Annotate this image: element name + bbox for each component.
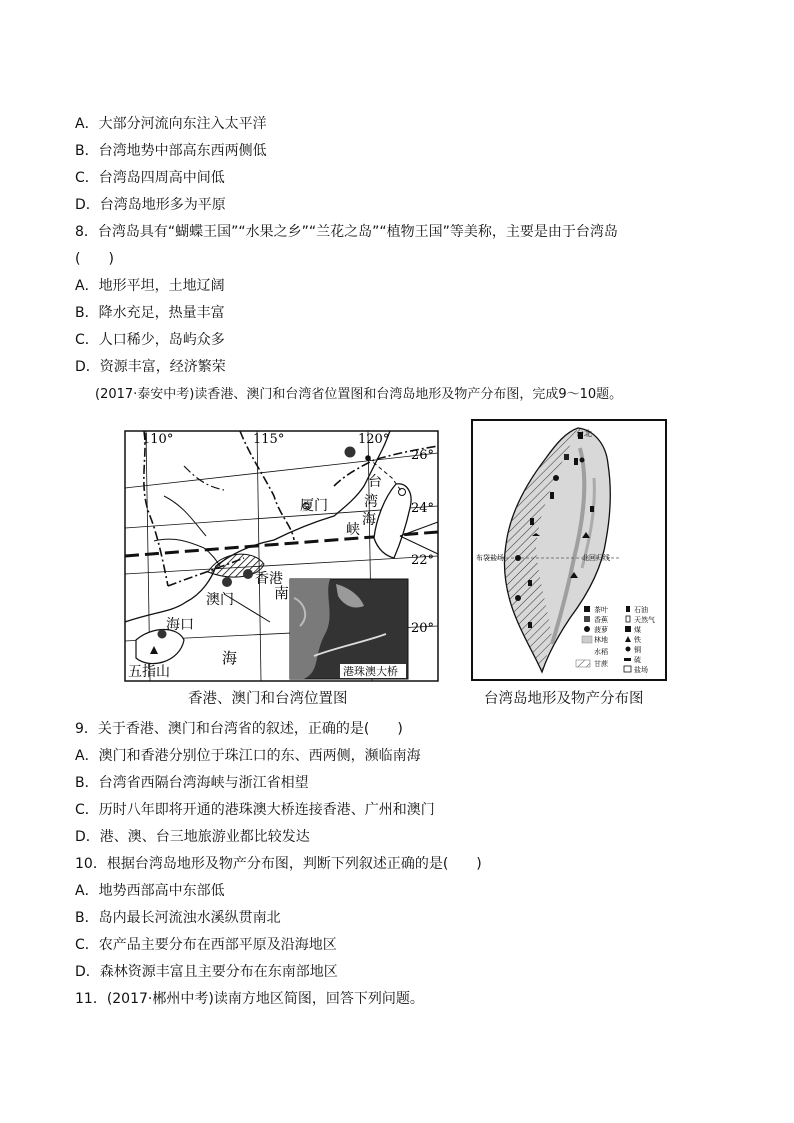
q9-stem: 9．关于香港、澳门和台湾省的叙述，正确的是( ) [75,721,403,737]
lat-26: 26° [411,448,435,463]
left-map-caption: 香港、澳门和台湾位置图 [188,691,348,707]
q10-option-d: D．森林资源丰富且主要分布在东南部地区 [75,964,338,980]
label-tropic-of-cancer: 北回归线 [582,554,610,562]
legend-rice: 水稻 [594,648,608,656]
legend-forest: 林地 [594,636,608,644]
label-wuzhishan: 五指山 [128,664,170,680]
q7-option-a: A．大部分河流向东注入太平洋 [75,116,267,132]
q9-option-d: D．港、澳、台三地旅游业都比较发达 [75,829,310,845]
label-south-china-sea-nan: 南 [274,584,290,602]
q9-option-a: A．澳门和香港分别位于珠江口的东、西两侧，濒临南海 [75,748,421,764]
q9-10-intro: (2017·泰安中考)读香港、澳门和台湾省位置图和台湾岛地形及物产分布图，完成9～10题。 [95,387,623,402]
lat-22: 22° [411,553,435,568]
label-strait-wan: 湾 [364,494,378,510]
q10-option-c: C．农产品主要分布在西部平原及沿海地区 [75,937,337,953]
q8-option-d: D．资源丰富，经济繁荣 [75,359,226,375]
lat-20: 20° [411,621,435,636]
q8-answer-blank: ( ) [75,251,114,267]
label-strait-tai: 台 [368,474,382,490]
hk-macau-taiwan-location-map [124,426,440,684]
q9-option-c: C．历时八年即将开通的港珠澳大桥连接香港、广州和澳门 [75,802,435,818]
legend-iron: 铁 [634,636,641,644]
label-taipei: 台北 [576,429,592,438]
legend-salt-field: 盐场 [634,666,648,674]
q8-option-a: A．地形平坦，土地辽阔 [75,278,225,294]
taiwan-terrain-products-map [470,418,668,682]
q7-option-b: B．台湾地势中部高东西两侧低 [75,143,267,159]
legend-sulfur: 硫 [634,656,641,664]
q11-intro: 11．(2017·郴州中考)读南方地区简图，回答下列问题。 [75,991,424,1007]
lon-115: 115° [253,432,285,447]
q10-option-a: A．地势西部高中东部低 [75,883,225,899]
legend-sugarcane: 甘蔗 [594,660,608,668]
lon-120: 120° [358,432,390,447]
lat-24: 24° [411,501,435,516]
q8-option-b: B．降水充足，热量丰富 [75,305,225,321]
q10-stem: 10．根据台湾岛地形及物产分布图，判断下列叙述正确的是( ) [75,856,482,872]
lon-110: 110° [142,432,174,447]
q9-option-b: B．台湾省西隔台湾海峡与浙江省相望 [75,775,309,791]
legend-copper: 铜 [634,646,641,654]
label-hongkong: 香港 [255,571,283,587]
inset-label-bridge: 港珠澳大桥 [343,665,398,678]
label-strait-hai: 海 [362,512,376,528]
label-budai-salt-field: 布袋盐场 [476,554,504,562]
q7-option-d: D．台湾岛地形多为平原 [75,197,226,213]
q8-stem: 8．台湾岛具有“蝴蝶王国”“水果之乡”“兰花之岛”“植物王国”等美称，主要是由于台湾岛 [75,224,618,240]
label-strait-xia: 峡 [346,522,360,538]
label-macau: 澳门 [206,592,234,608]
q7-option-c: C．台湾岛四周高中间低 [75,170,225,186]
right-map-caption: 台湾岛地形及物产分布图 [484,691,644,707]
q10-option-b: B．岛内最长河流浊水溪纵贯南北 [75,910,281,926]
legend-oil: 石油 [634,606,648,614]
legend-natural-gas: 天然气 [634,616,655,624]
legend-tea: 茶叶 [594,606,608,614]
legend-pineapple: 菠萝 [594,626,608,634]
label-south-china-sea-hai: 海 [222,649,238,667]
label-haikou: 海口 [166,617,194,633]
legend-banana: 香蕉 [594,616,608,624]
q8-option-c: C．人口稀少，岛屿众多 [75,332,225,348]
label-xiamen: 厦门 [300,498,328,514]
legend-coal: 煤 [634,626,641,634]
